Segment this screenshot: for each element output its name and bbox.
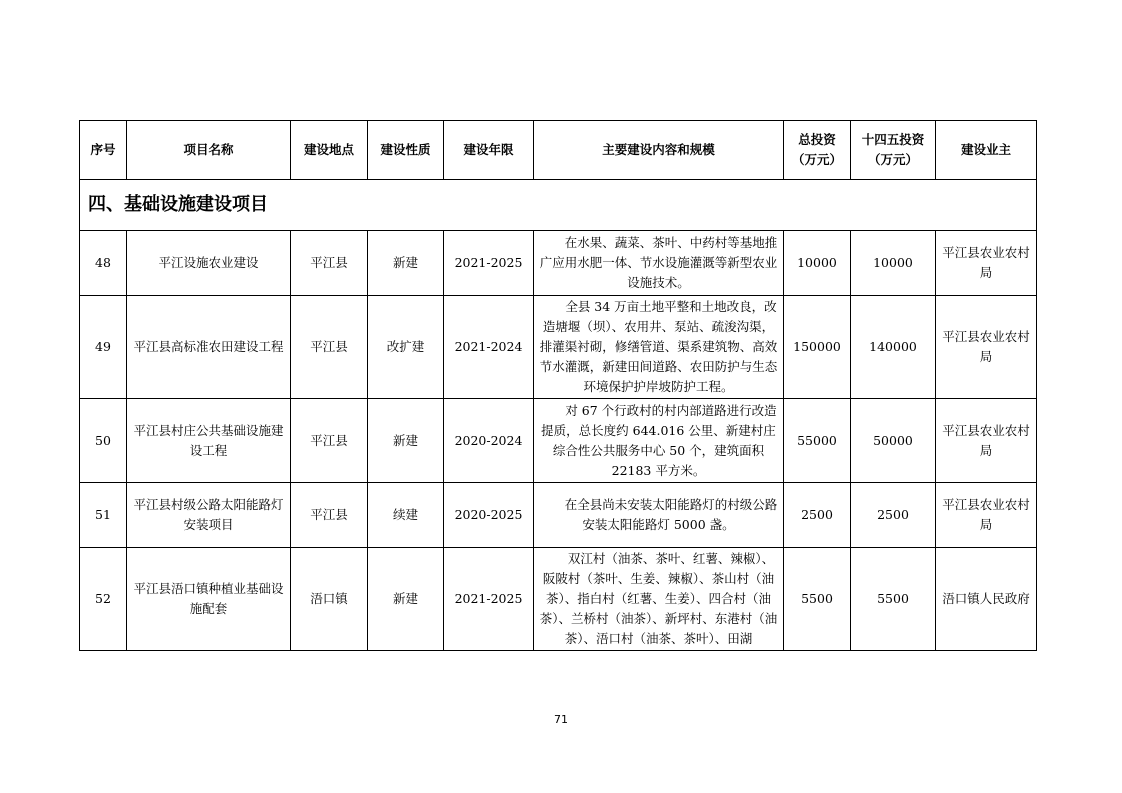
header-nature: 建设性质	[368, 121, 444, 180]
cell-seq: 50	[80, 399, 127, 483]
table-row	[80, 399, 1037, 483]
header-seq: 序号	[80, 121, 127, 180]
cell-content: 在水果、蔬菜、茶叶、中药村等基地推广应用水肥一体、节水设施灌溉等新型农业设施技术。	[534, 231, 784, 296]
header-location: 建设地点	[291, 121, 368, 180]
cell-owner: 浯口镇人民政府	[936, 548, 1037, 651]
cell-seq: 49	[80, 296, 127, 399]
project-table	[79, 120, 1037, 651]
header-owner: 建设业主	[936, 121, 1037, 180]
cell-total: 55000	[784, 399, 851, 483]
cell-total: 150000	[784, 296, 851, 399]
table-row	[80, 483, 1037, 548]
cell-period: 2021-2025	[444, 548, 534, 651]
cell-content: 双江村（油茶、茶叶、红薯、辣椒）、阪陂村（茶叶、生姜、辣椒）、茶山村（油茶）、指白村（红薯、生姜）、四合村（油茶）、兰桥村（油茶）、新坪村、东港村（油茶）、浯口村（油茶、茶叶）、田湖	[534, 548, 784, 651]
cell-total: 10000	[784, 231, 851, 296]
cell-content: 对 67 个行政村的村内部道路进行改造提质，总长度约 644.016 公里、新建村庄综合性公共服务中心 50 个，建筑面积 22183 平方米。	[534, 399, 784, 483]
cell-name: 平江县村级公路太阳能路灯安装项目	[127, 483, 291, 548]
table-row	[80, 296, 1037, 399]
cell-location: 平江县	[291, 399, 368, 483]
section-row	[80, 180, 1037, 231]
table-row	[80, 548, 1037, 651]
table-header-row	[80, 121, 1037, 180]
cell-name: 平江设施农业建设	[127, 231, 291, 296]
cell-plan: 50000	[851, 399, 936, 483]
cell-nature: 新建	[368, 231, 444, 296]
header-plan-investment: 十四五投资（万元）	[851, 121, 936, 180]
cell-name: 平江县浯口镇种植业基础设施配套	[127, 548, 291, 651]
header-total-investment: 总投资（万元）	[784, 121, 851, 180]
cell-owner: 平江县农业农村局	[936, 399, 1037, 483]
cell-period: 2021-2024	[444, 296, 534, 399]
cell-seq: 48	[80, 231, 127, 296]
cell-plan: 2500	[851, 483, 936, 548]
cell-location: 平江县	[291, 483, 368, 548]
cell-plan: 5500	[851, 548, 936, 651]
cell-period: 2020-2025	[444, 483, 534, 548]
cell-seq: 52	[80, 548, 127, 651]
cell-name: 平江县高标准农田建设工程	[127, 296, 291, 399]
cell-owner: 平江县农业农村局	[936, 483, 1037, 548]
cell-nature: 新建	[368, 548, 444, 651]
cell-content: 在全县尚未安装太阳能路灯的村级公路安装太阳能路灯 5000 盏。	[534, 483, 784, 548]
header-name: 项目名称	[127, 121, 291, 180]
cell-nature: 改扩建	[368, 296, 444, 399]
cell-plan: 140000	[851, 296, 936, 399]
cell-location: 浯口镇	[291, 548, 368, 651]
cell-location: 平江县	[291, 231, 368, 296]
cell-total: 2500	[784, 483, 851, 548]
cell-nature: 续建	[368, 483, 444, 548]
cell-plan: 10000	[851, 231, 936, 296]
table-row	[80, 231, 1037, 296]
cell-period: 2021-2025	[444, 231, 534, 296]
section-title: 四、基础设施建设项目	[80, 180, 1037, 231]
cell-name: 平江县村庄公共基础设施建设工程	[127, 399, 291, 483]
cell-total: 5500	[784, 548, 851, 651]
header-period: 建设年限	[444, 121, 534, 180]
cell-content: 全县 34 万亩土地平整和土地改良，改造塘堰（坝）、农用井、泵站、疏浚沟渠，排灌渠衬砌，修缮管道、渠系建筑物、高效节水灌溉，新建田间道路、农田防护与生态环境保护护岸坡防护工程。	[534, 296, 784, 399]
cell-location: 平江县	[291, 296, 368, 399]
cell-period: 2020-2024	[444, 399, 534, 483]
cell-owner: 平江县农业农村局	[936, 296, 1037, 399]
cell-owner: 平江县农业农村局	[936, 231, 1037, 296]
page-number: 71	[554, 713, 568, 726]
header-content: 主要建设内容和规模	[534, 121, 784, 180]
cell-seq: 51	[80, 483, 127, 548]
cell-nature: 新建	[368, 399, 444, 483]
